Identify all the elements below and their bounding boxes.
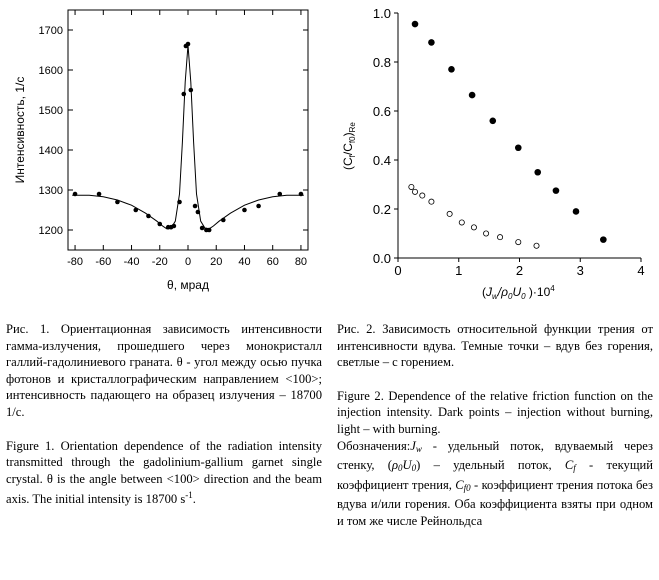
fig2-light-point [483, 231, 488, 236]
fig1-x-tick-label: -40 [123, 256, 140, 268]
fig1-x-tick-label: -80 [67, 256, 84, 268]
fig1-data-point [177, 200, 182, 205]
fig1-x-tick-label: 20 [210, 256, 223, 268]
fig2-light-point [534, 243, 539, 248]
fig1-y-tick-label: 1200 [38, 225, 63, 237]
fig1-fit-curve [72, 45, 304, 229]
fig2-y-axis-label: $(C_f/C_{f0})_{Re}$ [341, 122, 357, 170]
fig2-y-tick-label: 0.0 [372, 251, 391, 266]
fig1-data-point [172, 224, 177, 229]
fig2-light-point [459, 220, 464, 225]
fig2-light-point [409, 184, 414, 189]
fig2-light-point [471, 225, 476, 230]
fig1-x-tick-label: -20 [151, 256, 168, 268]
fig2-dark-point [428, 39, 435, 46]
fig2-y-tick-label: 0.4 [372, 153, 391, 168]
fig2-light-point [516, 239, 521, 244]
fig1-y-tick-label: 1400 [38, 145, 63, 157]
fig1-data-point [115, 200, 120, 205]
figure-2-caption-en: Figure 2. Dependence of the relative friction function on the injection intensity. Dark points – injection without burning, light – with burning. [337, 388, 653, 436]
fig1-data-point [299, 192, 304, 197]
fig1-data-point [97, 192, 102, 197]
fig2-dark-point [600, 236, 607, 243]
fig1-data-point [193, 204, 198, 209]
figure-2-chart [335, 0, 655, 300]
fig2-dark-point [412, 21, 419, 28]
fig1-data-point [200, 226, 205, 231]
fig2-y-tick-label: 0.8 [372, 55, 391, 70]
figure-1-chart [0, 0, 320, 300]
figure-2-caption-ru: Рис. 2. Зависимость относительной функции трения от интенсивности вдува. Темные точки – вдув без горения, светлые – с горением. [337, 322, 653, 370]
fig1-data-point [157, 222, 162, 227]
fig2-light-point [420, 193, 425, 198]
fig2-dark-point [534, 169, 541, 176]
fig1-x-tick-label: 60 [266, 256, 279, 268]
fig2-dark-point [448, 66, 455, 73]
fig2-dark-point [469, 92, 476, 99]
figure-1-caption-en: Figure 1. Orientation dependence of the radiation intensity transmitted through the gadolinium-gallium garnet single crystal. θ is the angle between <100> direction and the beam axis. The initial intensity is 18700 $s^{-1}$. [6, 438, 322, 507]
fig1-y-tick-label: 1700 [38, 25, 63, 37]
fig1-x-tick-label: 80 [294, 256, 308, 268]
fig2-dark-point [515, 144, 522, 151]
fig2-light-point [497, 235, 502, 240]
fig2-y-tick-label: 1.0 [372, 6, 391, 21]
fig1-data-point [133, 208, 138, 213]
fig2-light-point [412, 189, 417, 194]
fig1-data-point [146, 214, 151, 219]
fig2-dark-point [553, 187, 560, 194]
fig1-data-point [186, 42, 191, 47]
fig1-data-point [256, 204, 261, 209]
figure-2-caption [337, 321, 653, 530]
fig2-light-point [447, 211, 452, 216]
figure-1-caption-ru: Рис. 1. Ориентационная зависимость интенсивности гамма-излучения, прошедшего через монокристалл галлий-гадолиниевого граната. θ - угол между осью пучка фотонов и кристаллографическим направлением <100>; интенсивность падающего на образец излучения – 18700 1/с. [6, 322, 322, 419]
fig1-x-tick-label: -60 [95, 256, 112, 268]
fig1-data-point [189, 88, 194, 93]
fig1-data-point [277, 192, 282, 197]
fig1-x-tick-label: 0 [184, 256, 192, 268]
fig2-y-tick-label: 0.2 [372, 202, 391, 217]
fig1-y-tick-label: 1300 [38, 185, 63, 197]
fig1-data-point [73, 192, 78, 197]
fig1-data-point [242, 208, 247, 213]
fig2-dark-point [573, 208, 580, 215]
fig2-x-tick-label: 3 [576, 263, 584, 278]
fig2-x-tick-label: 0 [394, 263, 402, 278]
fig1-data-point [207, 228, 212, 233]
fig2-y-tick-label: 0.6 [372, 104, 391, 119]
figure-1-caption [6, 321, 322, 508]
fig2-dark-point [489, 118, 496, 125]
fig2-x-axis-label: ($J_w/\rho_0U_0$ )$\cdot 10^4$ [482, 284, 555, 300]
fig1-x-tick-label: 40 [238, 256, 251, 268]
figure-2-notation: $Обозначения:J_w$ - удельный поток, вдуваемый через стенку, $(\rho_0U_0)$ – удельный поток, $C_f$ - текущий коэффициент трения, $C_{f0}$ - коэффициент трения потока без вдува и/или горения. Оба коэффициента взяты при одном и том же числе Рейнольдса [337, 438, 654, 528]
fig1-y-tick-label: 1600 [38, 65, 63, 77]
fig1-y-axis-label: Интенсивность, 1/с [13, 76, 27, 184]
fig1-data-point [221, 218, 226, 223]
fig1-y-tick-label: 1500 [38, 105, 63, 117]
fig1-data-point [196, 210, 201, 215]
fig2-light-point [429, 199, 434, 204]
fig2-x-tick-label: 4 [637, 263, 645, 278]
fig1-data-point [181, 92, 186, 97]
fig1-x-axis-label: θ, мрад [167, 278, 209, 292]
fig2-x-tick-label: 1 [455, 263, 463, 278]
fig2-x-tick-label: 2 [515, 263, 524, 278]
